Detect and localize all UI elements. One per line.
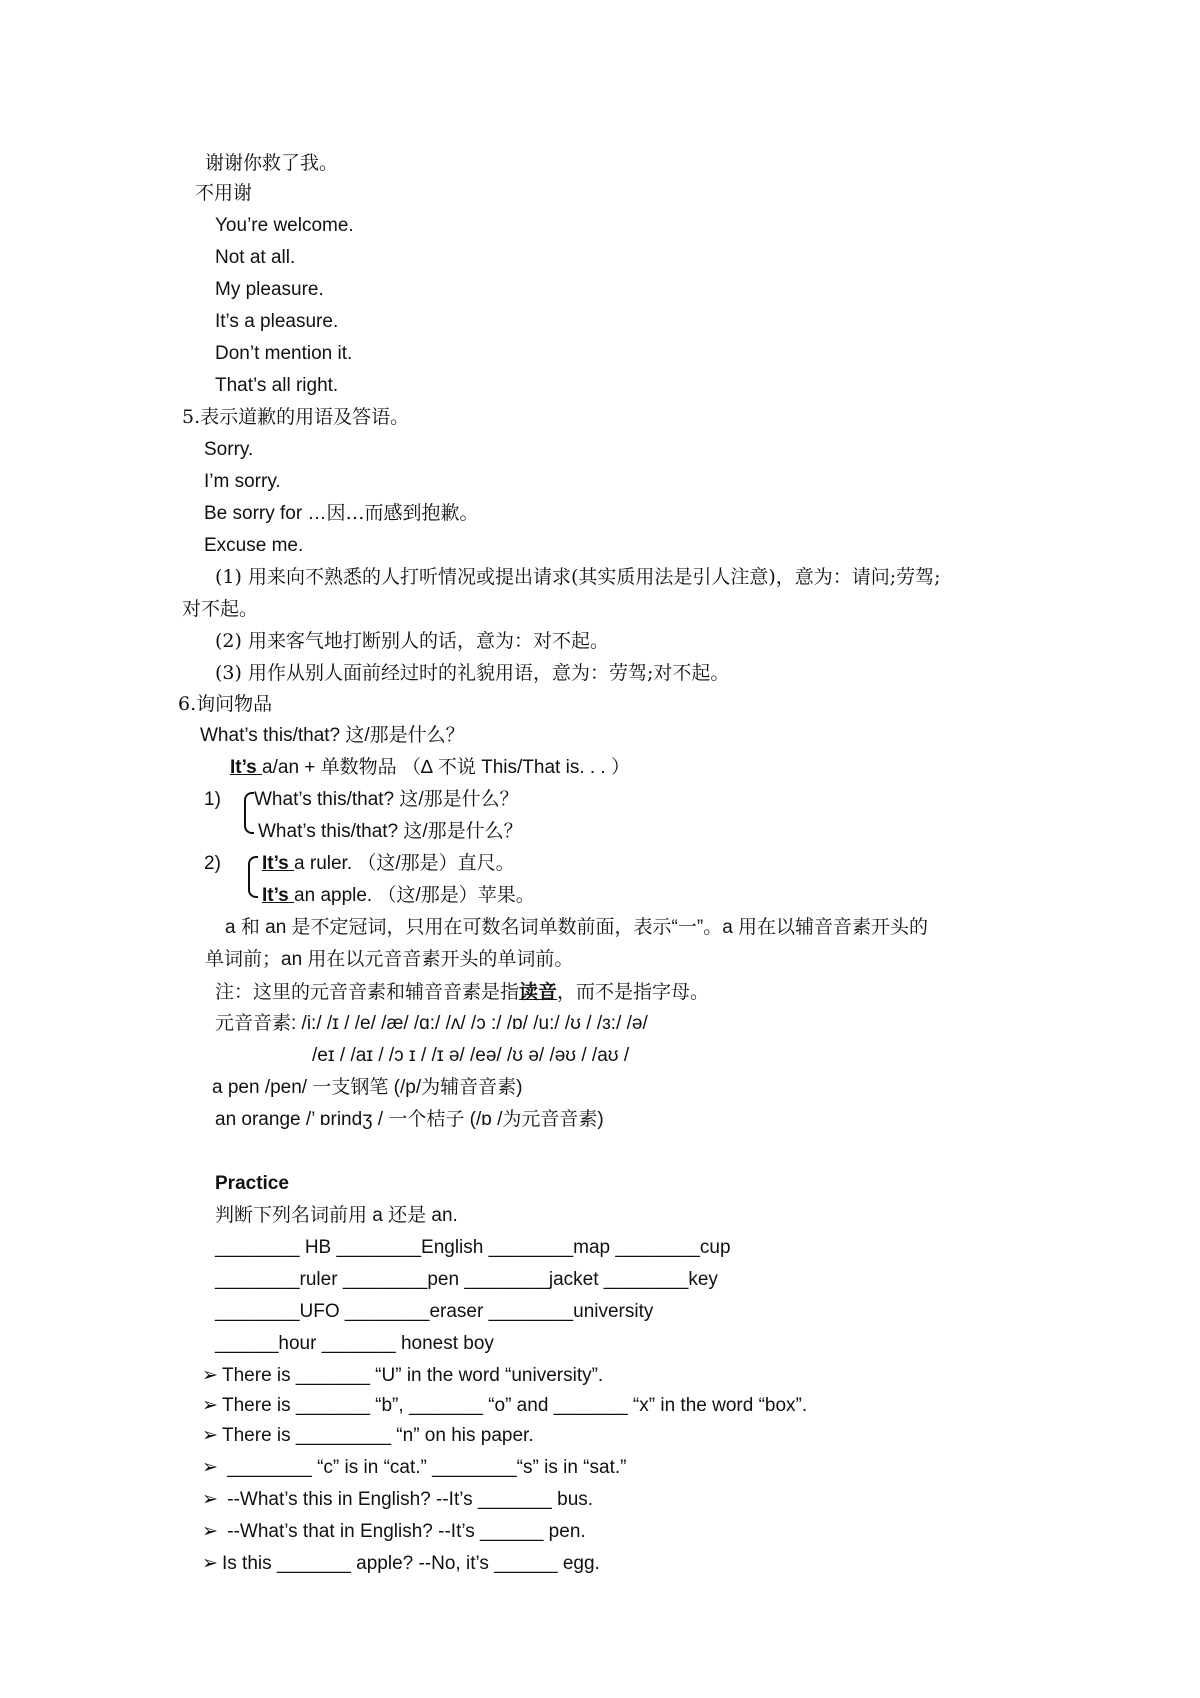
- arrow-bullet-icon: ➢: [202, 1489, 218, 1510]
- practice-item: ➢ There is _________ “n” on his paper.: [202, 1423, 534, 1449]
- usage-2: (2) 用来客气地打断别人的话，意为：对不起。: [215, 630, 609, 652]
- practice-item: ➢ ________ “c” is in “cat.” ________“s” is in “sat.”: [202, 1455, 626, 1481]
- its-keyword: It’s: [262, 853, 295, 874]
- reply-line: It’s a pleasure.: [215, 311, 339, 332]
- practice-item: ➢ There is _______ “U” in the word “university”.: [202, 1363, 603, 1389]
- its-keyword: It’s: [262, 885, 295, 906]
- reply-line: My pleasure.: [215, 279, 324, 300]
- arrow-bullet-icon: ➢: [202, 1365, 218, 1386]
- practice-row: ________ruler ________pen ________jacket ________key: [215, 1269, 718, 1290]
- example-pen: a pen /pen/ 一支钢笔 (/p/为辅音音素): [212, 1077, 523, 1098]
- phoneme-note: 注：这里的元音音素和辅音音素是指读音，而不是指字母。: [215, 981, 710, 1003]
- practice-instructions: 判断下列名词前用 a 还是 an.: [215, 1205, 458, 1226]
- apology-line: Sorry.: [204, 439, 254, 460]
- apology-cn: 因…而感到抱歉。: [326, 502, 479, 524]
- arrow-bullet-icon: ➢: [202, 1553, 218, 1574]
- practice-title: Practice: [215, 1173, 289, 1194]
- example-text: an apple. （这/那是）苹果。: [294, 885, 535, 906]
- reply-heading: 不用谢: [195, 182, 253, 204]
- arrow-bullet-icon: ➢: [202, 1521, 218, 1542]
- arrow-bullet-icon: ➢: [202, 1395, 218, 1416]
- usage-3: (3) 用作从别人面前经过时的礼貌用语，意为：劳驾;对不起。: [215, 662, 730, 684]
- example-orange: an orange /’ ɒrindʒ / 一个桔子 (/ɒ /为元音音素): [215, 1109, 604, 1130]
- pattern-text: a/an + 单数物品 （∆ 不说 This/That is. . . ）: [262, 757, 630, 778]
- thanks-cn: 谢谢你救了我。: [205, 152, 339, 174]
- vowel-list-cont: /eɪ / /aɪ / /ɔ ɪ / /ɪ ə/ /eə/ /ʊ ə/ /əʊ / /aʊ /: [312, 1045, 630, 1066]
- brace: [248, 856, 258, 898]
- reply-line: Don’t mention it.: [215, 343, 353, 364]
- arrow-bullet-icon: ➢: [202, 1425, 218, 1446]
- apology-en: Be sorry for …: [204, 503, 327, 524]
- section-6-title: 6.询问物品: [178, 693, 273, 715]
- example-number: 2): [204, 853, 221, 874]
- article-note: a 和 an 是不定冠词，只用在可数名词单数前面，表示“一”。a 用在以辅音音素开头的: [225, 917, 929, 938]
- article-note-cont: 单词前；an 用在以元音音素开头的单词前。: [205, 949, 574, 970]
- example-text: a ruler. （这/那是）直尺。: [294, 853, 515, 874]
- apology-line: [204, 500, 479, 527]
- usage-1: (1) 用来向不熟悉的人打听情况或提出请求(其实质用法是引人注意)，意为：请问;劳驾;: [215, 566, 941, 588]
- practice-item: ➢ --What’s that in English? --It’s ______ pen.: [202, 1519, 586, 1545]
- arrow-bullet-icon: ➢: [202, 1457, 218, 1478]
- example-line: What’s this/that? 这/那是什么？: [258, 821, 523, 842]
- reply-line: You’re welcome.: [215, 215, 354, 236]
- vowel-list: 元音音素: /i:/ /ɪ / /e/ /æ/ /ɑ:/ /ʌ/ /ɔ :/ /ɒ/ /u:/ /ʊ / /ɜ:/ /ə/: [215, 1013, 648, 1034]
- usage-1-cont: 对不起。: [182, 598, 259, 620]
- its-keyword: It’s: [230, 757, 263, 778]
- reply-line: Not at all.: [215, 247, 296, 268]
- practice-row: ______hour _______ honest boy: [215, 1333, 494, 1354]
- reply-line: That’s all right.: [215, 375, 339, 396]
- example-line: What’s this/that? 这/那是什么？: [254, 789, 519, 810]
- practice-row: ________ HB ________English ________map ________cup: [215, 1237, 731, 1258]
- answer-pattern: [230, 755, 630, 781]
- apology-line: I’m sorry.: [204, 471, 281, 492]
- apology-line: Excuse me.: [204, 535, 304, 556]
- practice-row: ________UFO ________eraser ________university: [215, 1301, 654, 1322]
- practice-item: ➢ Is this _______ apple? --No, it’s ______ egg.: [202, 1551, 600, 1577]
- example-line: [262, 883, 535, 909]
- practice-item: ➢ There is _______ “b”, _______ “o” and _______ “x” in the word “box”.: [202, 1393, 807, 1419]
- example-line: [262, 851, 515, 877]
- practice-item: ➢ --What’s this in English? --It’s _______ bus.: [202, 1487, 593, 1513]
- example-number: 1): [204, 789, 221, 810]
- question-pattern: What’s this/that? 这/那是什么？: [200, 725, 465, 746]
- pronunciation-emphasis: 读音: [519, 981, 558, 1003]
- section-5-title: 5.表示道歉的用语及答语。: [182, 406, 410, 428]
- brace: [244, 792, 254, 834]
